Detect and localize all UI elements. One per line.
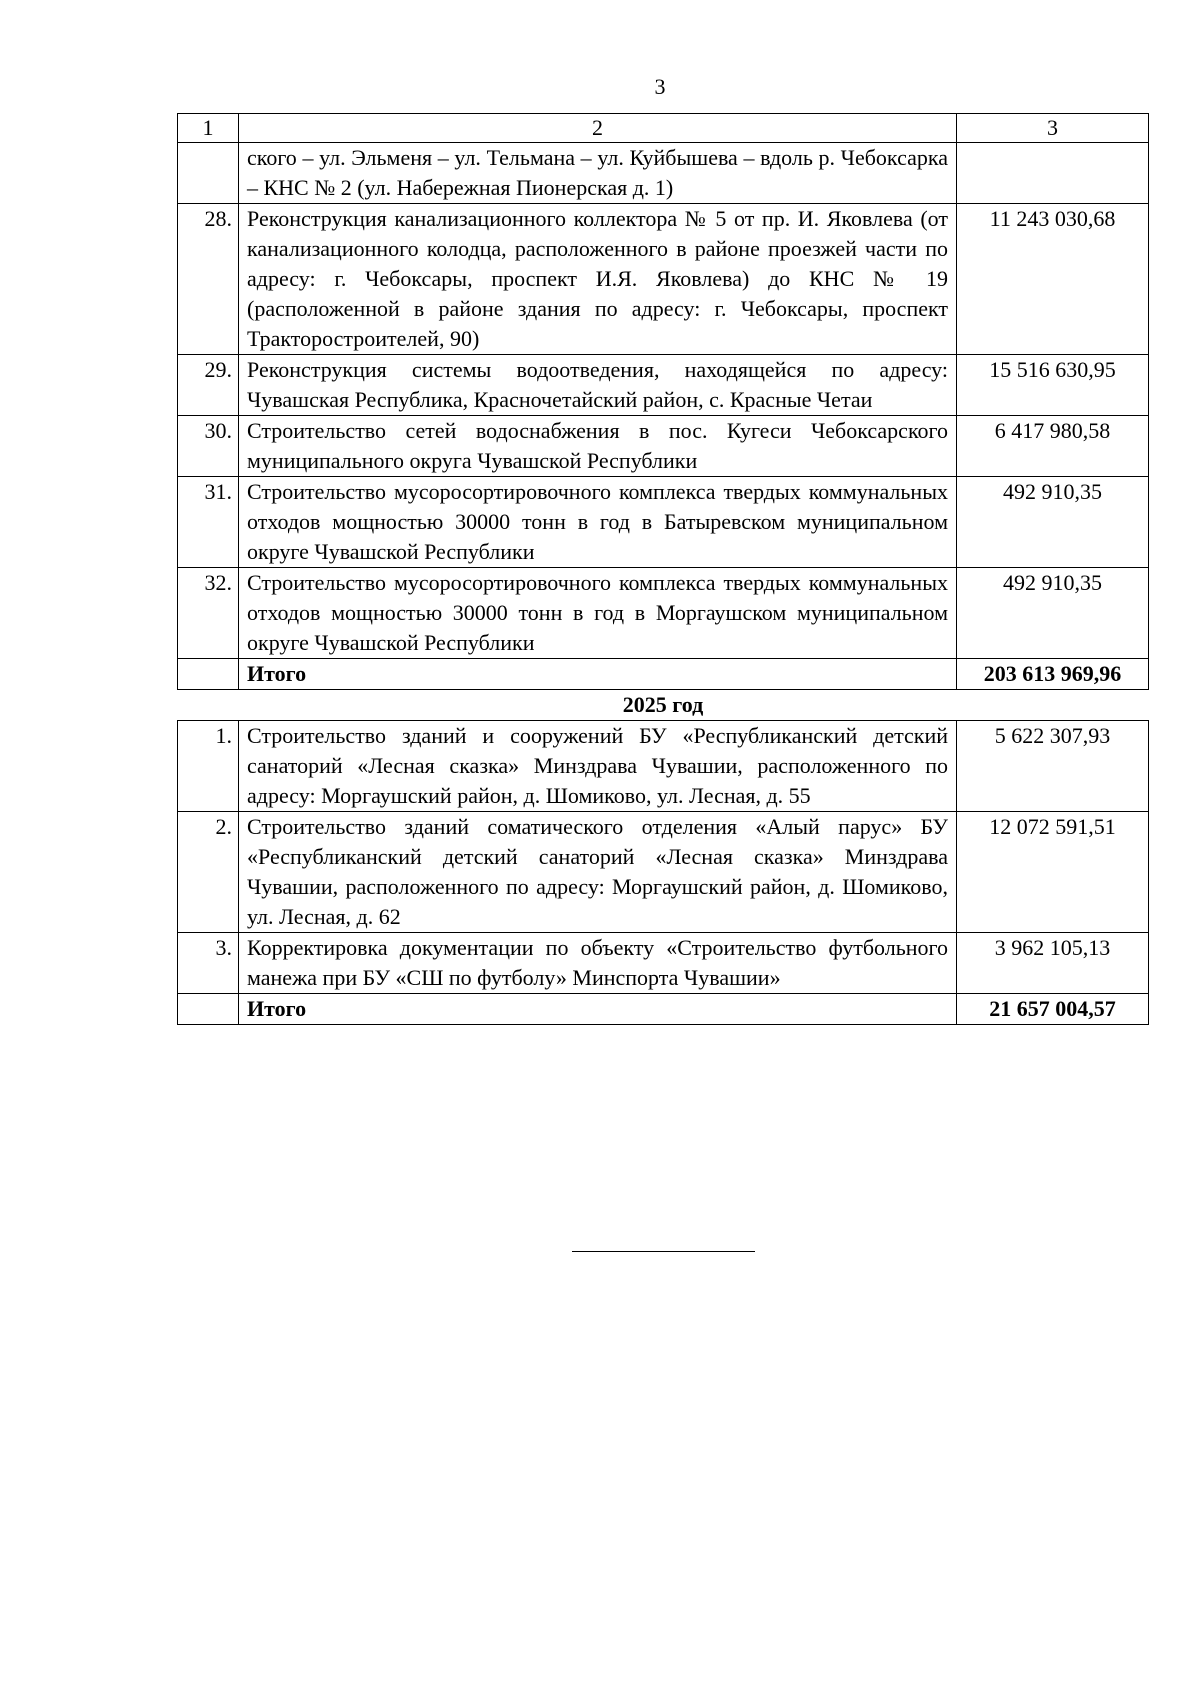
row-number: 29. — [178, 355, 239, 416]
table-row — [178, 568, 1149, 659]
row-description: Корректировка документации по объекту «Строительство футбольного манежа при БУ «СШ по футболу» Минспорта Чувашии» — [239, 933, 957, 994]
investment-objects-table — [177, 113, 1149, 1025]
end-of-document-rule — [572, 1251, 755, 1252]
row-description: Строительство сетей водоснабжения в пос. Кугеси Чебоксарского муниципального округа Чувашской Республики — [239, 416, 957, 477]
row-number: 30. — [178, 416, 239, 477]
row-number: 2. — [178, 812, 239, 933]
total-row-2024 — [178, 659, 1149, 690]
table-row — [178, 812, 1149, 933]
row-number — [178, 143, 239, 204]
year-heading: 2025 год — [178, 690, 1149, 721]
table-row — [178, 416, 1149, 477]
table-row — [178, 721, 1149, 812]
row-amount: 11 243 030,68 — [957, 204, 1149, 355]
total-empty-cell — [178, 994, 239, 1025]
row-description: Строительство зданий и сооружений БУ «Республиканский детский санаторий «Лесная сказка» Минздрава Чувашии, расположенного по адресу: Моргаушский район, д. Шомиково, ул. Лесная, д. 55 — [239, 721, 957, 812]
column-header-amount: 3 — [957, 114, 1149, 143]
table-row — [178, 477, 1149, 568]
row-amount: 6 417 980,58 — [957, 416, 1149, 477]
row-number: 32. — [178, 568, 239, 659]
row-amount: 492 910,35 — [957, 568, 1149, 659]
row-description: ского – ул. Эльменя – ул. Тельмана – ул. Куйбышева – вдоль р. Чебоксарка – КНС № 2 (ул. Набережная Пионерская д. 1) — [239, 143, 957, 204]
total-label: Итого — [239, 659, 957, 690]
total-row-2025 — [178, 994, 1149, 1025]
row-description: Реконструкция системы водоотведения, находящейся по адресу: Чувашская Республика, Красночетайский район, с. Красные Четаи — [239, 355, 957, 416]
column-header-number: 1 — [178, 114, 239, 143]
table-row — [178, 143, 1149, 204]
row-amount: 12 072 591,51 — [957, 812, 1149, 933]
table-header-row — [178, 114, 1149, 143]
page-number: 3 — [654, 74, 666, 99]
row-number: 28. — [178, 204, 239, 355]
row-number: 31. — [178, 477, 239, 568]
row-description: Строительство зданий соматического отделения «Алый парус» БУ «Республиканский детский санаторий «Лесная сказка» Минздрава Чувашии, расположенного по адресу: Моргаушский район, д. Шомиково, ул. Лесная, д. 62 — [239, 812, 957, 933]
row-amount: 15 516 630,95 — [957, 355, 1149, 416]
total-amount: 21 657 004,57 — [957, 994, 1149, 1025]
row-description: Реконструкция канализационного коллектора № 5 от пр. И. Яковлева (от канализационного колодца, расположенного в районе проезжей части по адресу: г. Чебоксары, проспект И.Я. Яковлева) до КНС № 19 (расположенной в районе здания по адресу: г. Чебоксары, проспект Тракторостроителей, 90) — [239, 204, 957, 355]
table-row — [178, 933, 1149, 994]
row-amount — [957, 143, 1149, 204]
total-amount: 203 613 969,96 — [957, 659, 1149, 690]
year-section-row — [178, 690, 1149, 721]
row-amount: 492 910,35 — [957, 477, 1149, 568]
row-number: 3. — [178, 933, 239, 994]
total-label: Итого — [239, 994, 957, 1025]
table-row — [178, 355, 1149, 416]
row-amount: 3 962 105,13 — [957, 933, 1149, 994]
row-amount: 5 622 307,93 — [957, 721, 1149, 812]
table-row — [178, 204, 1149, 355]
column-header-object: 2 — [239, 114, 957, 143]
row-description: Строительство мусоросортировочного комплекса твердых коммунальных отходов мощностью 30000 тонн в год в Батыревском муниципальном округе Чувашской Республики — [239, 477, 957, 568]
total-empty-cell — [178, 659, 239, 690]
row-description: Строительство мусоросортировочного комплекса твердых коммунальных отходов мощностью 30000 тонн в год в Моргаушском муниципальном округе Чувашской Республики — [239, 568, 957, 659]
row-number: 1. — [178, 721, 239, 812]
